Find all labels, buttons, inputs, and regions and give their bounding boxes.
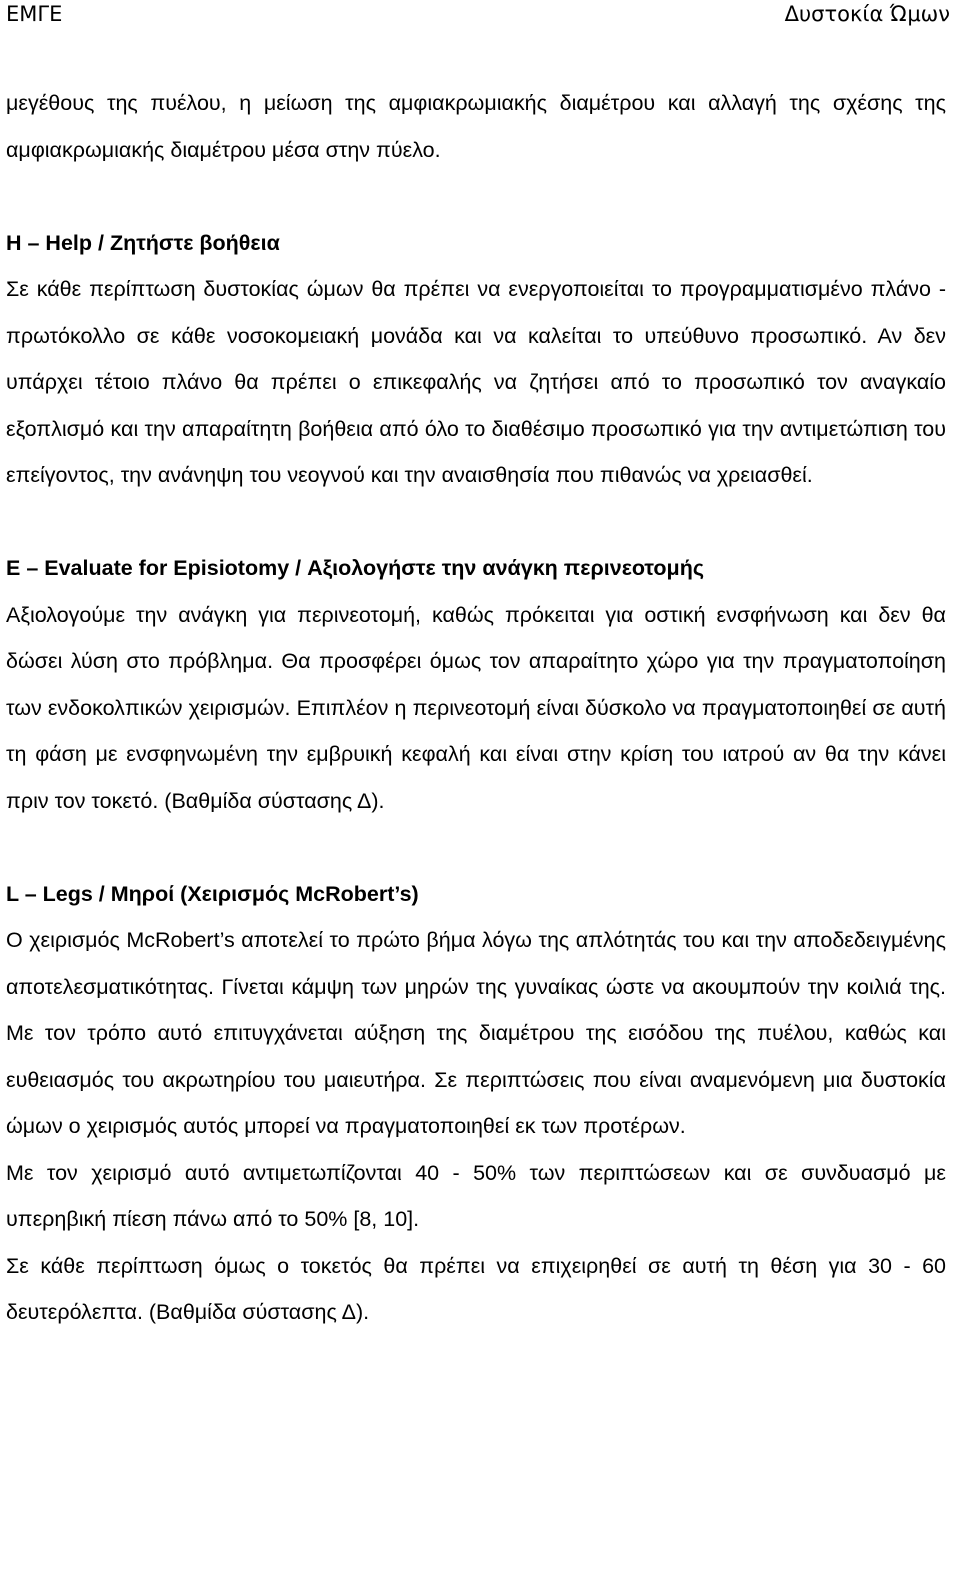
section-e-heading: E – Evaluate for Episiotomy / Αξιολογήστε την ανάγκη περινεοτομής xyxy=(6,556,705,580)
section-l-paragraph-3: Σε κάθε περίπτωση όμως ο τοκετός θα πρέπει να επιχειρηθεί σε αυτή τη θέση για 30 - 60 δευτερόλεπτα. (Βαθμίδα σύστασης Δ). xyxy=(6,1253,946,1324)
intro-paragraph: μεγέθους της πυέλου, η μείωση της αμφιακρωμιακής διαμέτρου και αλλαγή της σχέσης της αμφιακρωμιακής διαμέτρου μέσα στην πύελο. xyxy=(6,91,946,162)
header-right-label: Δυστοκία Ώμων xyxy=(784,2,950,26)
spacer xyxy=(6,173,946,220)
section-l-paragraph-1: Ο χειρισμός McRobert’s αποτελεί το πρώτο βήμα λόγω της απλότητάς του και την αποδεδειγμένης αποτελεσματικότητας. Γίνεται κάμψη των μηρών της γυναίκας ώστε να ακουμπούν την κοιλιά της. Με τον τρόπο αυτό επιτυγχάνεται αύξηση της διαμέτρου της εισόδου της πυέλου, καθώς και ευθειασμός του ακρωτηρίου του μαιευτήρα. Σε περιπτώσεις που είναι αναμενόμενη μια δυστοκία ώμων ο χειρισμός αυτός μπορεί να πραγματοποιηθεί εκ των προτέρων. xyxy=(6,928,946,1138)
spacer xyxy=(6,499,946,546)
section-h-heading: H – Help / Ζητήστε βοήθεια xyxy=(6,230,280,255)
section-l-heading: L – Legs / Μηροί (Χειρισμός McRobert’s) xyxy=(6,881,419,906)
spacer xyxy=(6,824,946,871)
page-header xyxy=(6,0,950,30)
section-e-paragraph: Αξιολογούμε την ανάγκη για περινεοτομή, καθώς πρόκειται για οστική ενσφήνωση και δεν θα δώσει λύση στο πρόβλημα. Θα προσφέρει όμως τον απαραίτητο χώρο για την πραγματοποίηση των ενδοκολπικών χειρισμών. Επιπλέον η περινεοτομή είναι δύσκολο να πραγματοποιηθεί σε αυτή τη φάση με ενσφηνωμένη την εμβρυική κεφαλή και είναι στην κρίση του ιατρού αν θα την κάνει πριν τον τοκετό. (Βαθμίδα σύστασης Δ). xyxy=(6,602,946,813)
section-h-paragraph: Σε κάθε περίπτωση δυστοκίας ώμων θα πρέπει να ενεργοποιείται το προγραμματισμένο πλάνο - πρωτόκολλο σε κάθε νοσοκομειακή μονάδα και να καλείται το υπεύθυνο προσωπικό. Αν δεν υπάρχει τέτοιο πλάνο θα πρέπει ο επικεφαλής να ζητήσει από το προσωπικό τον αναγκαίο εξοπλισμό και την απαραίτητη βοήθεια από όλο το διαθέσιμο προσωπικό για την αντιμετώπιση του επείγοντος, την ανάνηψη του νεογνού και την αναισθησία που πιθανώς να χρειασθεί. xyxy=(6,277,946,487)
document-body xyxy=(6,80,946,1336)
header-left-label: ΕΜΓΕ xyxy=(6,2,63,26)
section-l-paragraph-2: Με τον χειρισμό αυτό αντιμετωπίζονται 40 - 50% των περιπτώσεων και σε συνδυασμό με υπερηβική πίεση πάνω από το 50% [8, 10]. xyxy=(6,1160,946,1231)
